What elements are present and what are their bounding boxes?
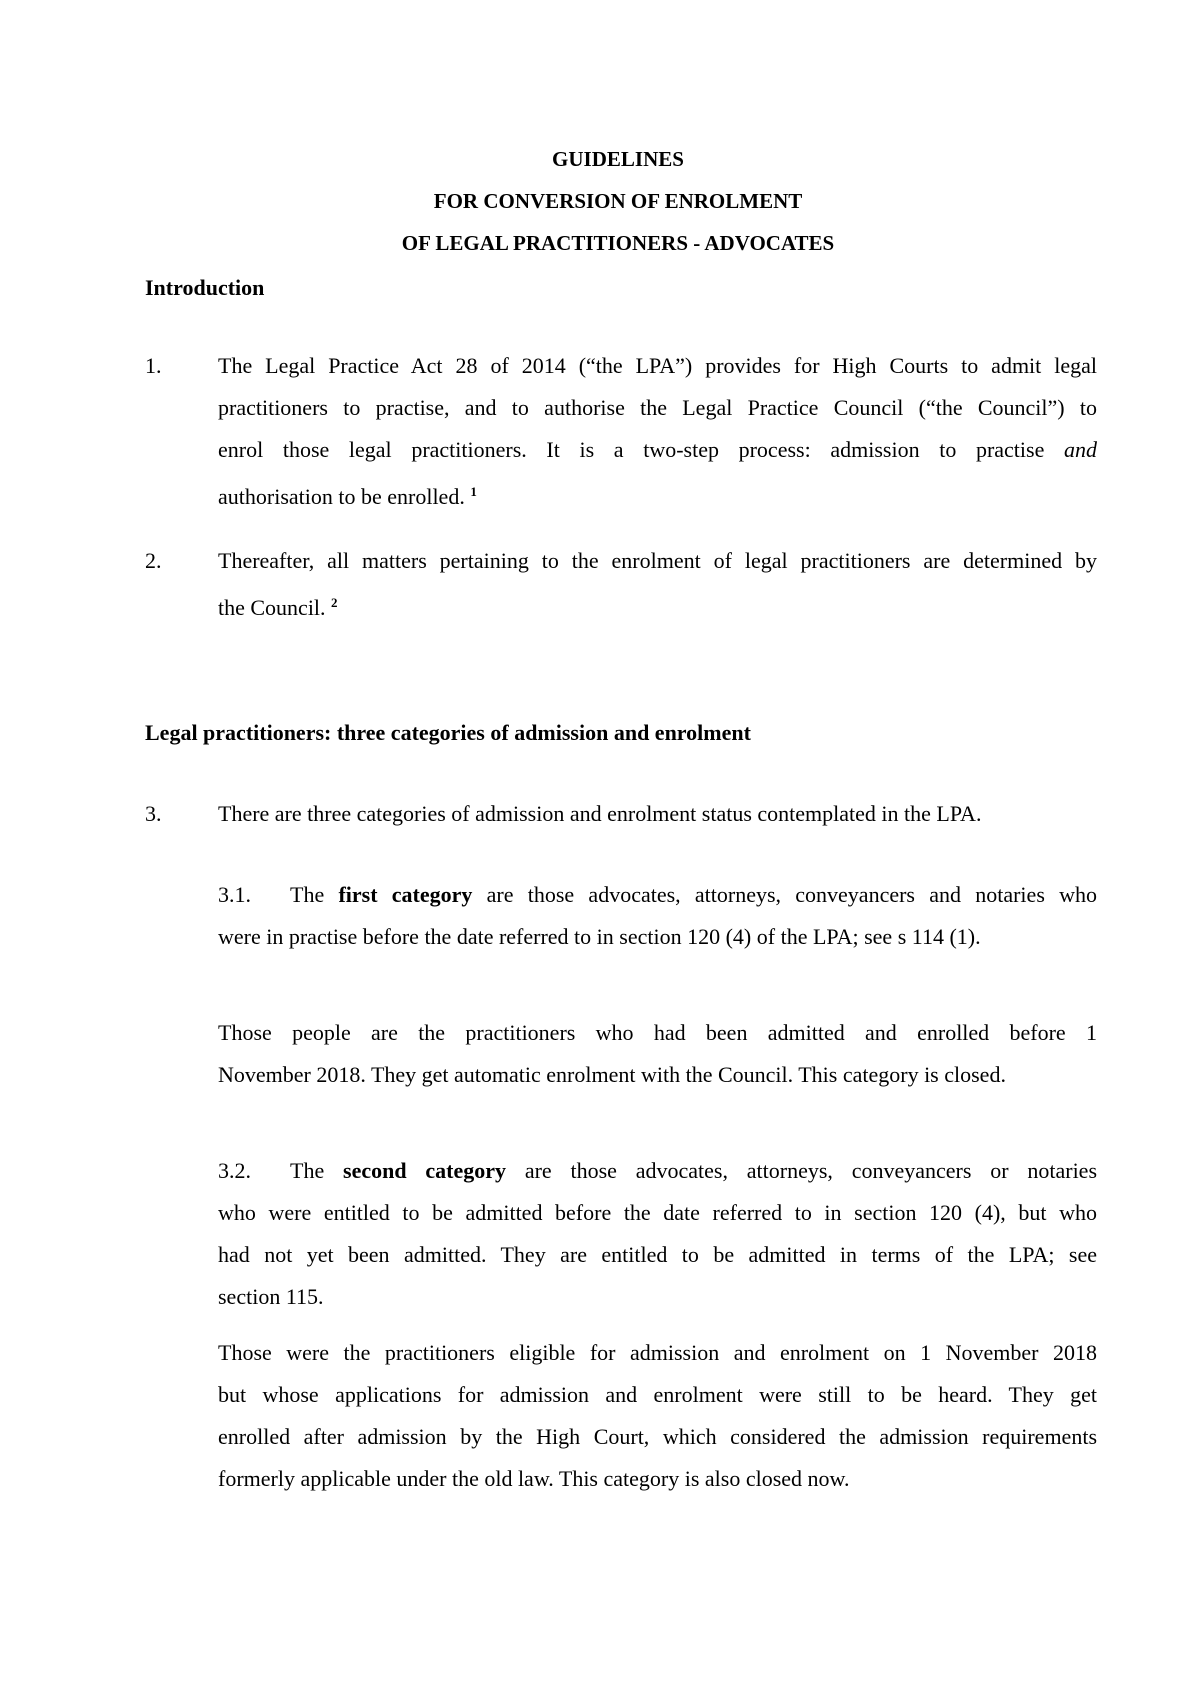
subparagraph-3-1-pre: The: [290, 882, 325, 907]
subparagraph-3-2-cont-line-4: formerly applicable under the old law. This category is also closed now.: [218, 1466, 850, 1491]
subparagraph-3-1-continuation: [218, 1012, 1097, 1096]
paragraph-1: [218, 345, 1097, 513]
paragraph-1-line-4-text: authorisation to be enrolled.: [218, 484, 465, 509]
paragraph-2-number: 2.: [145, 548, 162, 573]
subparagraph-3-2-line-3: had not yet been admitted. They are entitled to be admitted in terms of the LPA; see: [218, 1242, 1097, 1267]
title-line-2: FOR CONVERSION OF ENROLMENT: [433, 189, 803, 213]
paragraph-3: [218, 793, 1097, 835]
paragraph-1-number: 1.: [145, 353, 162, 378]
subparagraph-3-2-cont-line-3: enrolled after admission by the High Court, which considered the admission requirements: [218, 1424, 1097, 1449]
subparagraph-3-2-pre: The: [290, 1158, 325, 1183]
title-line-3: OF LEGAL PRACTITIONERS - ADVOCATES: [401, 231, 835, 255]
subparagraph-3-2-cont-line-1: Those were the practitioners eligible for admission and enrolment on 1 November 2018: [218, 1340, 1097, 1365]
paragraph-1-line-3-text: enrol those legal practitioners. It is a two-step process: admission to practise: [218, 437, 1045, 462]
introduction-heading: Introduction: [145, 275, 265, 300]
subparagraph-3-1-line-2: were in practise before the date referred to in section 120 (4) of the LPA; see s 114 (1).: [218, 924, 981, 949]
paragraph-2-line-2: [218, 582, 1097, 624]
title-line-1: GUIDELINES: [552, 147, 684, 171]
subparagraph-3-2-line-1: [218, 1150, 1097, 1192]
footnote-ref-1[interactable]: 1: [470, 484, 477, 499]
paragraph-3-number: 3.: [145, 801, 162, 826]
paragraph-2-line-1: Thereafter, all matters pertaining to the enrolment of legal practitioners are determined by: [218, 548, 1097, 573]
subparagraph-3-1-number: 3.1.: [218, 882, 251, 907]
first-category-term: first category: [338, 882, 473, 907]
subparagraph-3-2-line-4: section 115.: [218, 1284, 324, 1309]
subparagraph-3-1: [218, 874, 1097, 958]
subparagraph-3-2-cont-line-2: but whose applications for admission and enrolment were still to be heard. They get: [218, 1382, 1097, 1407]
subparagraph-3-2-line-1-rest: are those advocates, attorneys, conveyancers or notaries: [524, 1158, 1098, 1183]
paragraph-1-line-1: The Legal Practice Act 28 of 2014 (“the LPA”) provides for High Courts to admit legal: [218, 353, 1097, 378]
paragraph-2: [218, 540, 1097, 624]
document-title: [0, 144, 1200, 270]
paragraph-1-line-3: [218, 429, 1097, 471]
subparagraph-3-1-cont-line-1: Those people are the practitioners who had been admitted and enrolled before 1: [218, 1020, 1097, 1045]
paragraph-2-line-2-text: the Council.: [218, 595, 326, 620]
second-category-term: second category: [343, 1158, 507, 1183]
subparagraph-3-2-number: 3.2.: [218, 1158, 251, 1183]
subparagraph-3-2: [218, 1150, 1097, 1318]
subparagraph-3-2-continuation: [218, 1332, 1097, 1500]
subparagraph-3-1-cont-line-2: November 2018. They get automatic enrolment with the Council. This category is closed.: [218, 1062, 1006, 1087]
subparagraph-3-1-line-1-rest: are those advocates, attorneys, conveyancers and notaries who: [486, 882, 1098, 907]
categories-heading: Legal practitioners: three categories of admission and enrolment: [145, 720, 751, 745]
subparagraph-3-2-line-2: who were entitled to be admitted before the date referred to in section 120 (4), but who: [218, 1200, 1097, 1225]
paragraph-1-line-4: [218, 471, 1097, 513]
paragraph-1-emphasis-and: and: [1064, 437, 1098, 462]
paragraph-1-line-2: practitioners to practise, and to authorise the Legal Practice Council (“the Council”) to: [218, 395, 1097, 420]
subparagraph-3-1-line-1: [218, 874, 1097, 916]
footnote-ref-2[interactable]: 2: [331, 595, 338, 610]
paragraph-3-line-1: There are three categories of admission and enrolment status contemplated in the LPA.: [218, 801, 982, 826]
